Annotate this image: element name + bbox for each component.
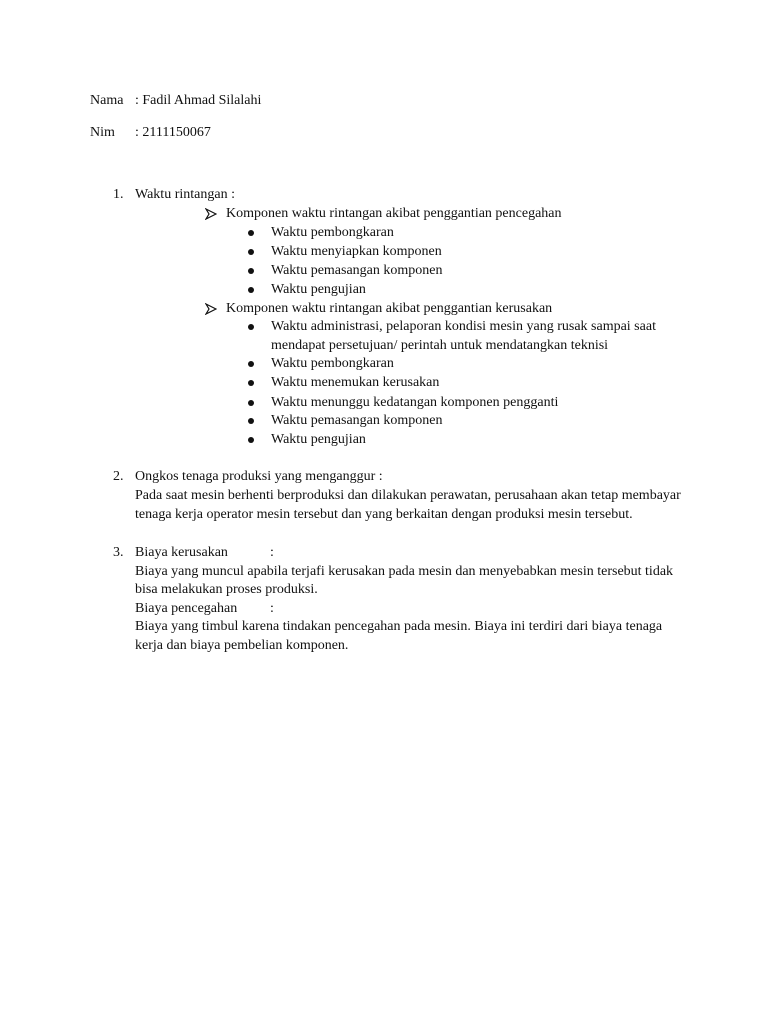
bullet-icon [248, 324, 254, 330]
list-item: Waktu pembongkaran [271, 225, 394, 240]
bullet-icon [248, 268, 254, 274]
list-item: Waktu menemukan kerusakan [271, 375, 440, 390]
section-3-title: Biaya kerusakan [135, 545, 228, 560]
list-item: Waktu administrasi, pelaporan kondisi mesin yang rusak sampai saat [271, 319, 656, 334]
nim-label: Nim [90, 125, 115, 140]
list-item: Waktu menunggu kedatangan komponen pengganti [271, 395, 559, 410]
list-item: Waktu pembongkaran [271, 356, 394, 371]
bullet-icon [248, 361, 254, 367]
paragraph-line: kerja dan biaya pembelian komponen. [135, 638, 349, 653]
section-3-subtitle-colon: : [270, 601, 274, 616]
arrow-bullet-icon [205, 303, 217, 315]
list-item-continuation: mendapat persetujuan/ perintah untuk mendatangkan teknisi [271, 338, 609, 353]
section-1-title: Waktu rintangan : [135, 187, 235, 202]
name-value: : Fadil Ahmad Silalahi [135, 93, 262, 108]
paragraph-line: Pada saat mesin berhenti berproduksi dan dilakukan perawatan, perusahaan akan tetap membayar [135, 488, 681, 503]
bullet-icon [248, 287, 254, 293]
section-1-number: 1. [113, 187, 124, 202]
bullet-icon [248, 437, 254, 443]
section-2-title: Ongkos tenaga produksi yang menganggur : [135, 469, 383, 484]
arrow-bullet-icon [205, 208, 217, 220]
list-item: Waktu menyiapkan komponen [271, 244, 442, 259]
group-1-heading: Komponen waktu rintangan akibat penggantian pencegahan [226, 206, 562, 221]
bullet-icon [248, 230, 254, 236]
section-3-title-colon: : [270, 545, 274, 560]
bullet-icon [248, 249, 254, 255]
paragraph-line: bisa melakukan proses produksi. [135, 582, 318, 597]
paragraph-line: tenaga kerja operator mesin tersebut dan yang berkaitan dengan produksi mesin tersebut. [135, 507, 633, 522]
list-item: Waktu pemasangan komponen [271, 263, 443, 278]
list-item: Waktu pengujian [271, 282, 366, 297]
bullet-icon [248, 400, 254, 406]
section-3-number: 3. [113, 545, 124, 560]
section-3-subtitle: Biaya pencegahan [135, 601, 238, 616]
group-2-heading: Komponen waktu rintangan akibat penggantian kerusakan [226, 301, 553, 316]
nim-value: : 2111150067 [135, 125, 211, 140]
paragraph-line: Biaya yang timbul karena tindakan pencegahan pada mesin. Biaya ini terdiri dari biaya tenaga [135, 619, 663, 634]
bullet-icon [248, 418, 254, 424]
name-label: Nama [90, 93, 124, 108]
list-item: Waktu pemasangan komponen [271, 413, 443, 428]
paragraph-line: Biaya yang muncul apabila terjafi kerusakan pada mesin dan menyebabkan mesin tersebut tidak [135, 564, 674, 579]
section-2-number: 2. [113, 469, 124, 484]
list-item: Waktu pengujian [271, 432, 366, 447]
bullet-icon [248, 380, 254, 386]
